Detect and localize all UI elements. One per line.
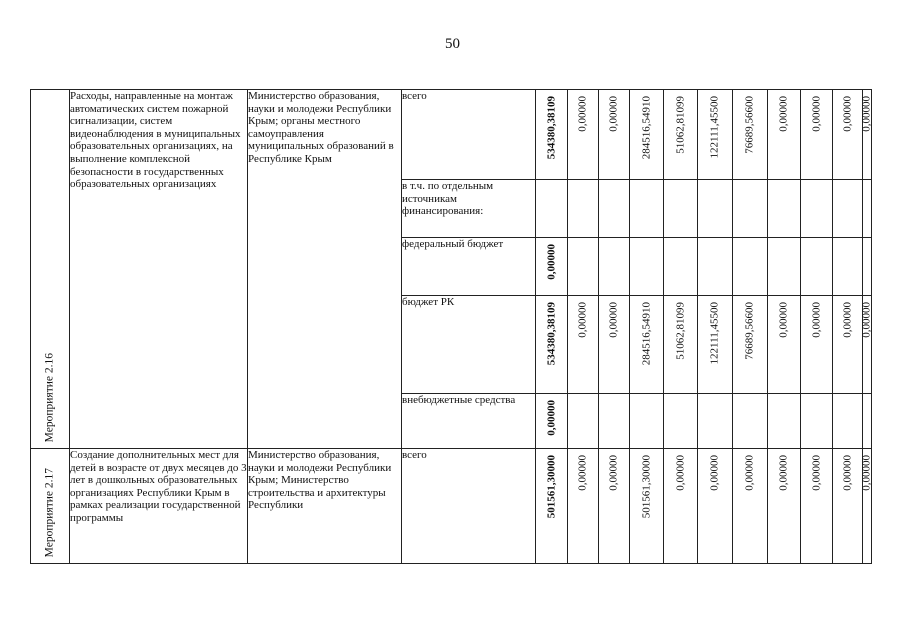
year-value-cell [599,296,630,394]
year-value-cell [833,90,863,180]
year-value-cell [833,449,863,564]
year-value-cell [768,238,801,296]
year-value: 284516,54910 [640,96,653,160]
year-value-cell [568,296,599,394]
year-value-cell [664,180,698,238]
year-value-cell [768,296,801,394]
year-value-cell [698,90,733,180]
year-value-cell [801,90,833,180]
funding-source: внебюджетные средства [402,394,536,449]
year-value-cell [733,449,768,564]
year-value: 0,00000 [743,455,756,491]
year-value-cell [630,238,664,296]
year-value-cell [664,449,698,564]
year-value: 122111,45500 [708,96,721,159]
year-value-cell [863,394,872,449]
year-value: 0,00000 [777,96,790,132]
year-value: 0,00000 [576,302,589,338]
year-value: 0,00000 [708,455,721,491]
year-value-cell [733,90,768,180]
year-value: 51062,81099 [674,96,687,154]
year-value-cell [733,296,768,394]
year-value-cell [599,90,630,180]
year-value-cell [630,449,664,564]
year-value-cell [801,296,833,394]
funding-source: федеральный бюджет [402,238,536,296]
total-value-cell [536,449,568,564]
year-value-cell [664,90,698,180]
year-value-cell [599,238,630,296]
table-row [31,90,872,180]
year-value-cell [664,238,698,296]
year-value-cell [833,180,863,238]
budget-table [30,89,872,564]
year-value: 0,00000 [576,96,589,132]
total-value: 0,00000 [545,244,558,280]
total-value-cell [536,394,568,449]
year-value-cell [630,394,664,449]
year-value-cell [801,449,833,564]
year-value-cell [599,394,630,449]
year-value-cell [768,90,801,180]
year-value-cell [568,394,599,449]
measure-description: Создание дополнительных мест для детей в возрасте от двух месяцев до 3 лет в дошкольных образовательных организациях Республики Крым в рамках реализации государственной программы [70,449,248,564]
total-value: 534380,38109 [545,302,558,366]
year-value-cell [568,180,599,238]
total-value: 0,00000 [545,400,558,436]
year-value-cell [698,180,733,238]
year-value-cell [860,449,873,564]
measure-executor: Министерство образования, науки и молодежи Республики Крым; Министерство строительства и архитектуры Республики [248,449,402,564]
year-value: 0,00000 [810,302,823,338]
year-value-cell [568,238,599,296]
year-value: 51062,81099 [674,302,687,360]
year-value: 284516,54910 [640,302,653,366]
year-value: 0,00000 [607,302,620,338]
year-value: 0,00000 [810,96,823,132]
year-value-cell [568,90,599,180]
year-value-cell [599,180,630,238]
year-value: 0,00000 [860,96,873,132]
year-value-cell [860,296,873,394]
year-value: 0,00000 [841,455,854,491]
funding-source: всего [402,90,536,180]
year-value-cell [599,449,630,564]
page-number: 50 [445,36,460,52]
year-value: 0,00000 [810,455,823,491]
year-value-cell [801,180,833,238]
year-value-cell [698,394,733,449]
year-value: 0,00000 [841,302,854,338]
year-value-cell [630,296,664,394]
year-value-cell [733,238,768,296]
total-value-cell [536,180,568,238]
year-value-cell [698,449,733,564]
year-value-cell [698,296,733,394]
year-value-cell [863,180,872,238]
year-value-cell [768,394,801,449]
year-value: 0,00000 [777,455,790,491]
year-value-cell [833,238,863,296]
measure-description: Расходы, направленные на монтаж автоматических систем пожарной сигнализации, систем видеонаблюдения в муниципальных образовательных организациях, на выполнение комплексной безопасности в государственных образовательных организациях [70,90,248,449]
year-value: 0,00000 [860,302,873,338]
year-value: 0,00000 [841,96,854,132]
year-value-cell [630,90,664,180]
year-value-cell [833,296,863,394]
year-value-cell [664,394,698,449]
measure-executor: Министерство образования, науки и молодежи Республики Крым; органы местного самоуправления муниципальных образований в Республике Крым [248,90,402,449]
year-value: 0,00000 [777,302,790,338]
year-value: 0,00000 [674,455,687,491]
year-value-cell [664,296,698,394]
year-value-cell [863,238,872,296]
year-value: 0,00000 [607,96,620,132]
year-value: 0,00000 [860,455,873,491]
funding-source: бюджет РК [402,296,536,394]
year-value: 0,00000 [607,455,620,491]
measure-id: Мероприятие 2.16 [43,352,56,442]
year-value-cell [733,180,768,238]
funding-source: в т.ч. по отдельным источникам финансирования: [402,180,536,238]
year-value: 122111,45500 [708,302,721,365]
year-value-cell [733,394,768,449]
total-value-cell [536,296,568,394]
year-value: 0,00000 [576,455,589,491]
year-value-cell [768,180,801,238]
funding-source: всего [402,449,536,564]
table-row [31,449,872,564]
total-value-cell [536,90,568,180]
year-value: 501561,30000 [640,455,653,519]
measure-id: Мероприятие 2.17 [43,467,56,557]
total-value: 501561,30000 [545,455,558,519]
total-value: 534380,38109 [545,96,558,160]
year-value-cell [833,394,863,449]
year-value-cell [630,180,664,238]
year-value-cell [801,238,833,296]
measure-id-cell [31,449,70,564]
year-value-cell [698,238,733,296]
year-value-cell [768,449,801,564]
year-value: 76689,56600 [743,96,756,154]
year-value-cell [860,90,873,180]
total-value-cell [536,238,568,296]
year-value-cell [568,449,599,564]
year-value: 76689,56600 [743,302,756,360]
year-value-cell [801,394,833,449]
measure-id-cell [31,90,70,449]
